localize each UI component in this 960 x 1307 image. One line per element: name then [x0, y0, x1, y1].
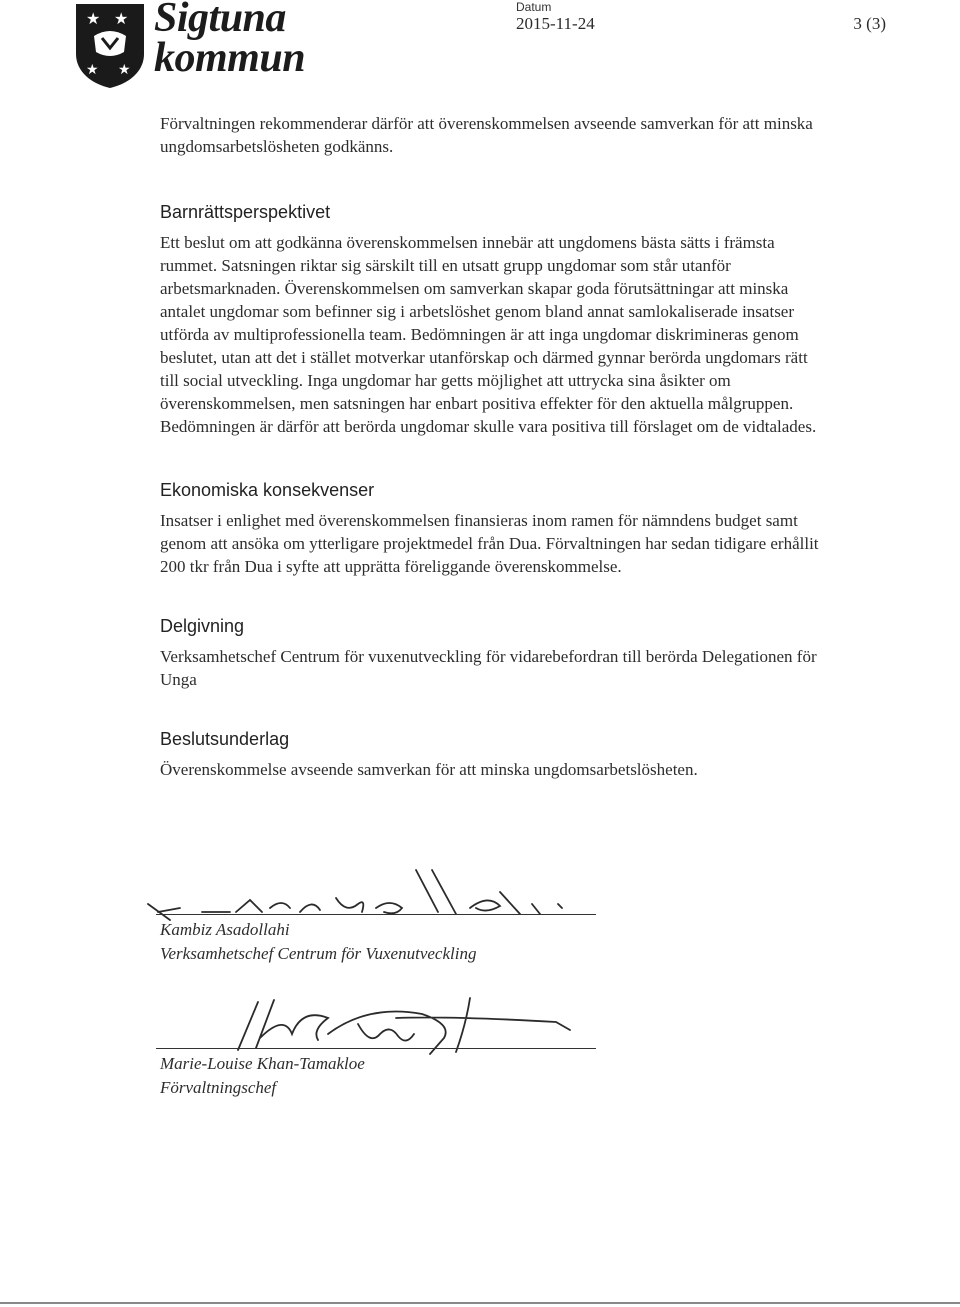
svg-text:★: ★: [114, 9, 129, 28]
signature-block-1: [160, 918, 476, 966]
section-body: Överenskommelse avseende samverkan för att minska ungdomsarbetslösheten.: [160, 760, 698, 779]
signature-line-1: [156, 914, 596, 915]
logo-wordmark: [154, 0, 306, 81]
intro-paragraph: Förvaltningen rekommenderar därför att överenskommelsen avseende samverkan för att minska ungdomsarbetslösheten godkänns.: [160, 114, 813, 156]
signature-line-2: [156, 1048, 596, 1049]
section-body: Ett beslut om att godkänna överenskommelsen innebär att ungdomens bästa sätts i främsta rummet. Satsningen riktar sig särskilt till en utsatt grupp ungdomar som står utanför arbetsmarknaden. Överenskommelsen om samverkan skapar goda förutsättningar att minska antalet ungdomar som befinner sig i arbetslöshet genom bland annat samlokaliserade insatser utförda av multiprofessionella team. Bedömningen är att inga ungdomar diskrimineras genom beslutet, utan att det i stället motverkar utanförskap och därmed gynnar berörda ungdomars rätt till social utveckling. Inga ungdomar har getts möjlighet att uttrycka sina åsikter om överenskommelsen, men satsningen har enbart positiva effekter för den aktuella målgruppen. Bedömningen är därför att berörda ungdomar skulle vara positiva till förslaget om de vidtalades.: [160, 233, 817, 436]
svg-text:★: ★: [86, 62, 99, 78]
signatory-title: Förvaltningschef: [160, 1078, 277, 1097]
document-body: [160, 112, 820, 781]
svg-text:★: ★: [86, 9, 101, 28]
page-number: 3 (3): [853, 14, 886, 33]
logo-line1: Sigtuna: [154, 0, 286, 41]
signatory-name: Marie-Louise Khan-Tamakloe: [160, 1054, 365, 1073]
section-heading: Beslutsunderlag: [160, 729, 290, 749]
section-heading: Delgivning: [160, 616, 245, 636]
crest-icon: [74, 2, 146, 90]
signatory-name: Kambiz Asadollahi: [160, 920, 290, 939]
page-bottom-edge: [0, 1302, 960, 1304]
date-label: Datum: [516, 0, 552, 14]
signature-block-2: [160, 1052, 365, 1100]
svg-text:★: ★: [118, 62, 131, 78]
handwritten-signature-2: [220, 994, 600, 1060]
section-body: Verksamhetschef Centrum för vuxenutveckling för vidarebefordran till berörda Delegationen för Unga: [160, 647, 817, 689]
date-value: 2015-11-24: [516, 14, 595, 33]
section-heading: Ekonomiska konsekvenser: [160, 480, 375, 500]
sigtuna-kommun-logo: [74, 2, 374, 92]
section-heading: Barnrättsperspektivet: [160, 202, 331, 222]
logo-line2: kommun: [154, 35, 306, 81]
signatory-title: Verksamhetschef Centrum för Vuxenutveckling: [160, 944, 477, 963]
section-body: Insatser i enlighet med överenskommelsen finansieras inom ramen för nämndens budget samt genom att ansöka om ytterligare projektmedel från Dua. Förvaltningen har sedan tidigare erhållit 200 tkr från Dua i syfte att upprätta föreliggande överenskommelse.: [160, 511, 819, 576]
